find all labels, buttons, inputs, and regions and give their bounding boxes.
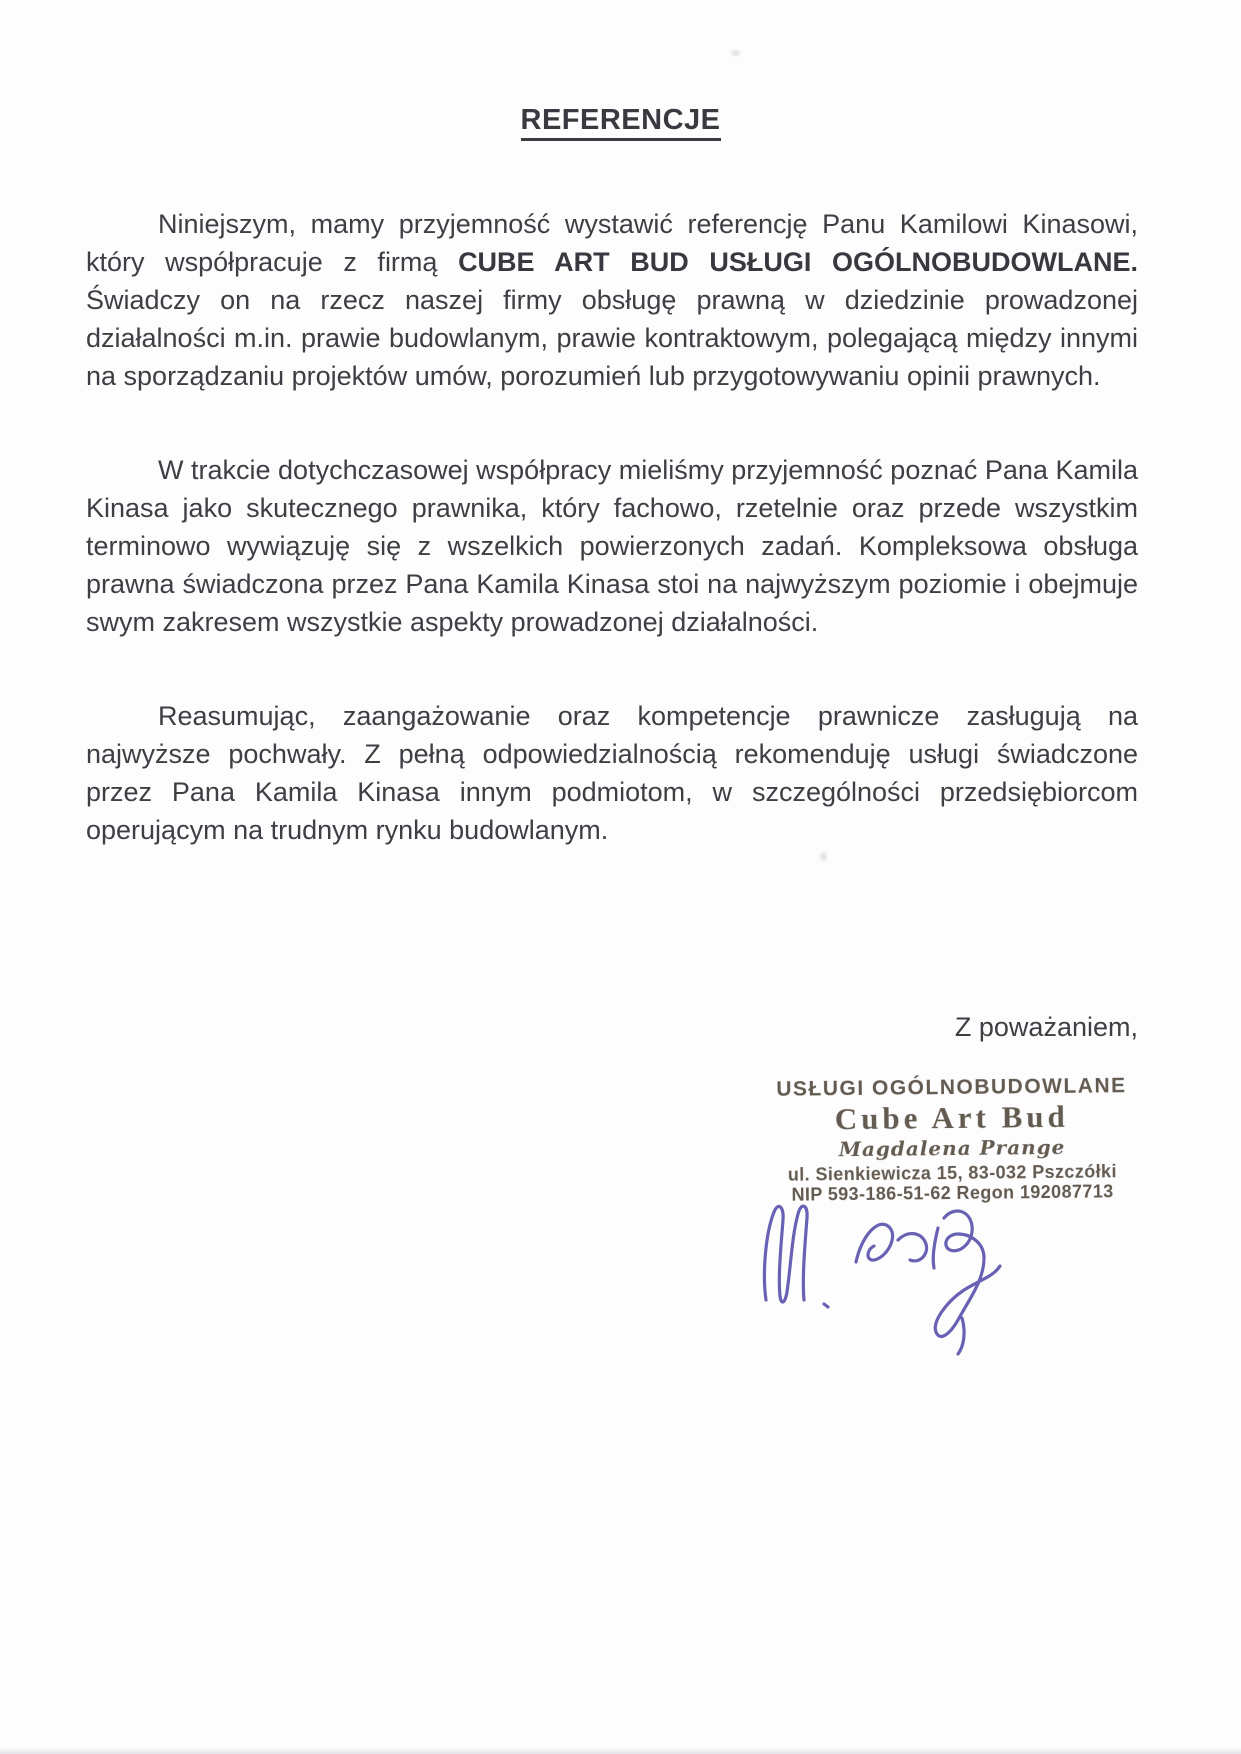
company-name-bold: CUBE ART BUD USŁUGI OGÓLNOBUDOWLANE.	[458, 247, 1138, 277]
signature-stroke-surname	[856, 1211, 1000, 1336]
document-title-text: REFERENCJE	[521, 104, 721, 141]
stamp-owner-name: Magdalena Prange	[838, 1134, 1066, 1161]
paragraph-1-text: Niniejszym, mamy przyjemność wystawić referencję Panu Kamilowi Kinasowi, który współpracuje z firmą	[86, 209, 1138, 277]
stamp-nip-regon-line: NIP 593-186-51-62 Regon 192087713	[791, 1181, 1114, 1206]
scan-artifact	[820, 852, 827, 861]
signature-stroke-initial	[764, 1206, 807, 1302]
signature-stroke-tail	[958, 1318, 964, 1354]
letter-body	[86, 205, 1138, 905]
handwritten-signature	[738, 1188, 1038, 1363]
scan-bottom-edge	[0, 1747, 1241, 1754]
closing-salutation: Z poważaniem,	[954, 1012, 1138, 1042]
paragraph-recommendation: Reasumując, zaangażowanie oraz kompetencje prawnicze zasługują na najwyższe pochwały. Z pełną odpowiedzialnością rekomenduję usługi świadczone przez Pana Kamila Kinasa innym podmiotom, w szczególności przedsiębiorcom operującym na trudnym rynku budowlanym.	[86, 701, 1138, 845]
stamp-services-line: USŁUGI OGÓLNOBUDOWLANE	[776, 1074, 1127, 1101]
stamp-company-name: Cube Art Bud	[834, 1098, 1069, 1137]
document-title	[0, 104, 1241, 137]
paragraph-1-continued: Świadczy on na rzecz naszej firmy obsługę prawną w dziedzinie prowadzonej działalności m.in. prawie budowlanym, prawie kontraktowym, polegającą między innymi na sporządzaniu projektów umów, porozumień lub przygotowywaniu opinii prawnych.	[86, 285, 1138, 391]
signature-stroke-dot	[824, 1304, 828, 1307]
stamp-address-line: ul. Sienkiewicza 15, 83-032 Pszczółki	[787, 1161, 1117, 1185]
scan-artifact	[731, 50, 740, 56]
paragraph-cooperation: W trakcie dotychczasowej współpracy mieliśmy przyjemność poznać Pana Kamila Kinasa jako skutecznego prawnika, który fachowo, rzetelnie oraz przede wszystkim terminowo wywiązuję się z wszelkich powierzonych zadań. Kompleksowa obsługa prawna świadczona przez Pana Kamila Kinasa stoi na najwyższym poziomie i obejmuje swym zakresem wszystkie aspekty prowadzonej działalności.	[86, 455, 1138, 637]
company-stamp	[741, 1074, 1162, 1207]
paragraph-introduction	[86, 205, 1138, 395]
